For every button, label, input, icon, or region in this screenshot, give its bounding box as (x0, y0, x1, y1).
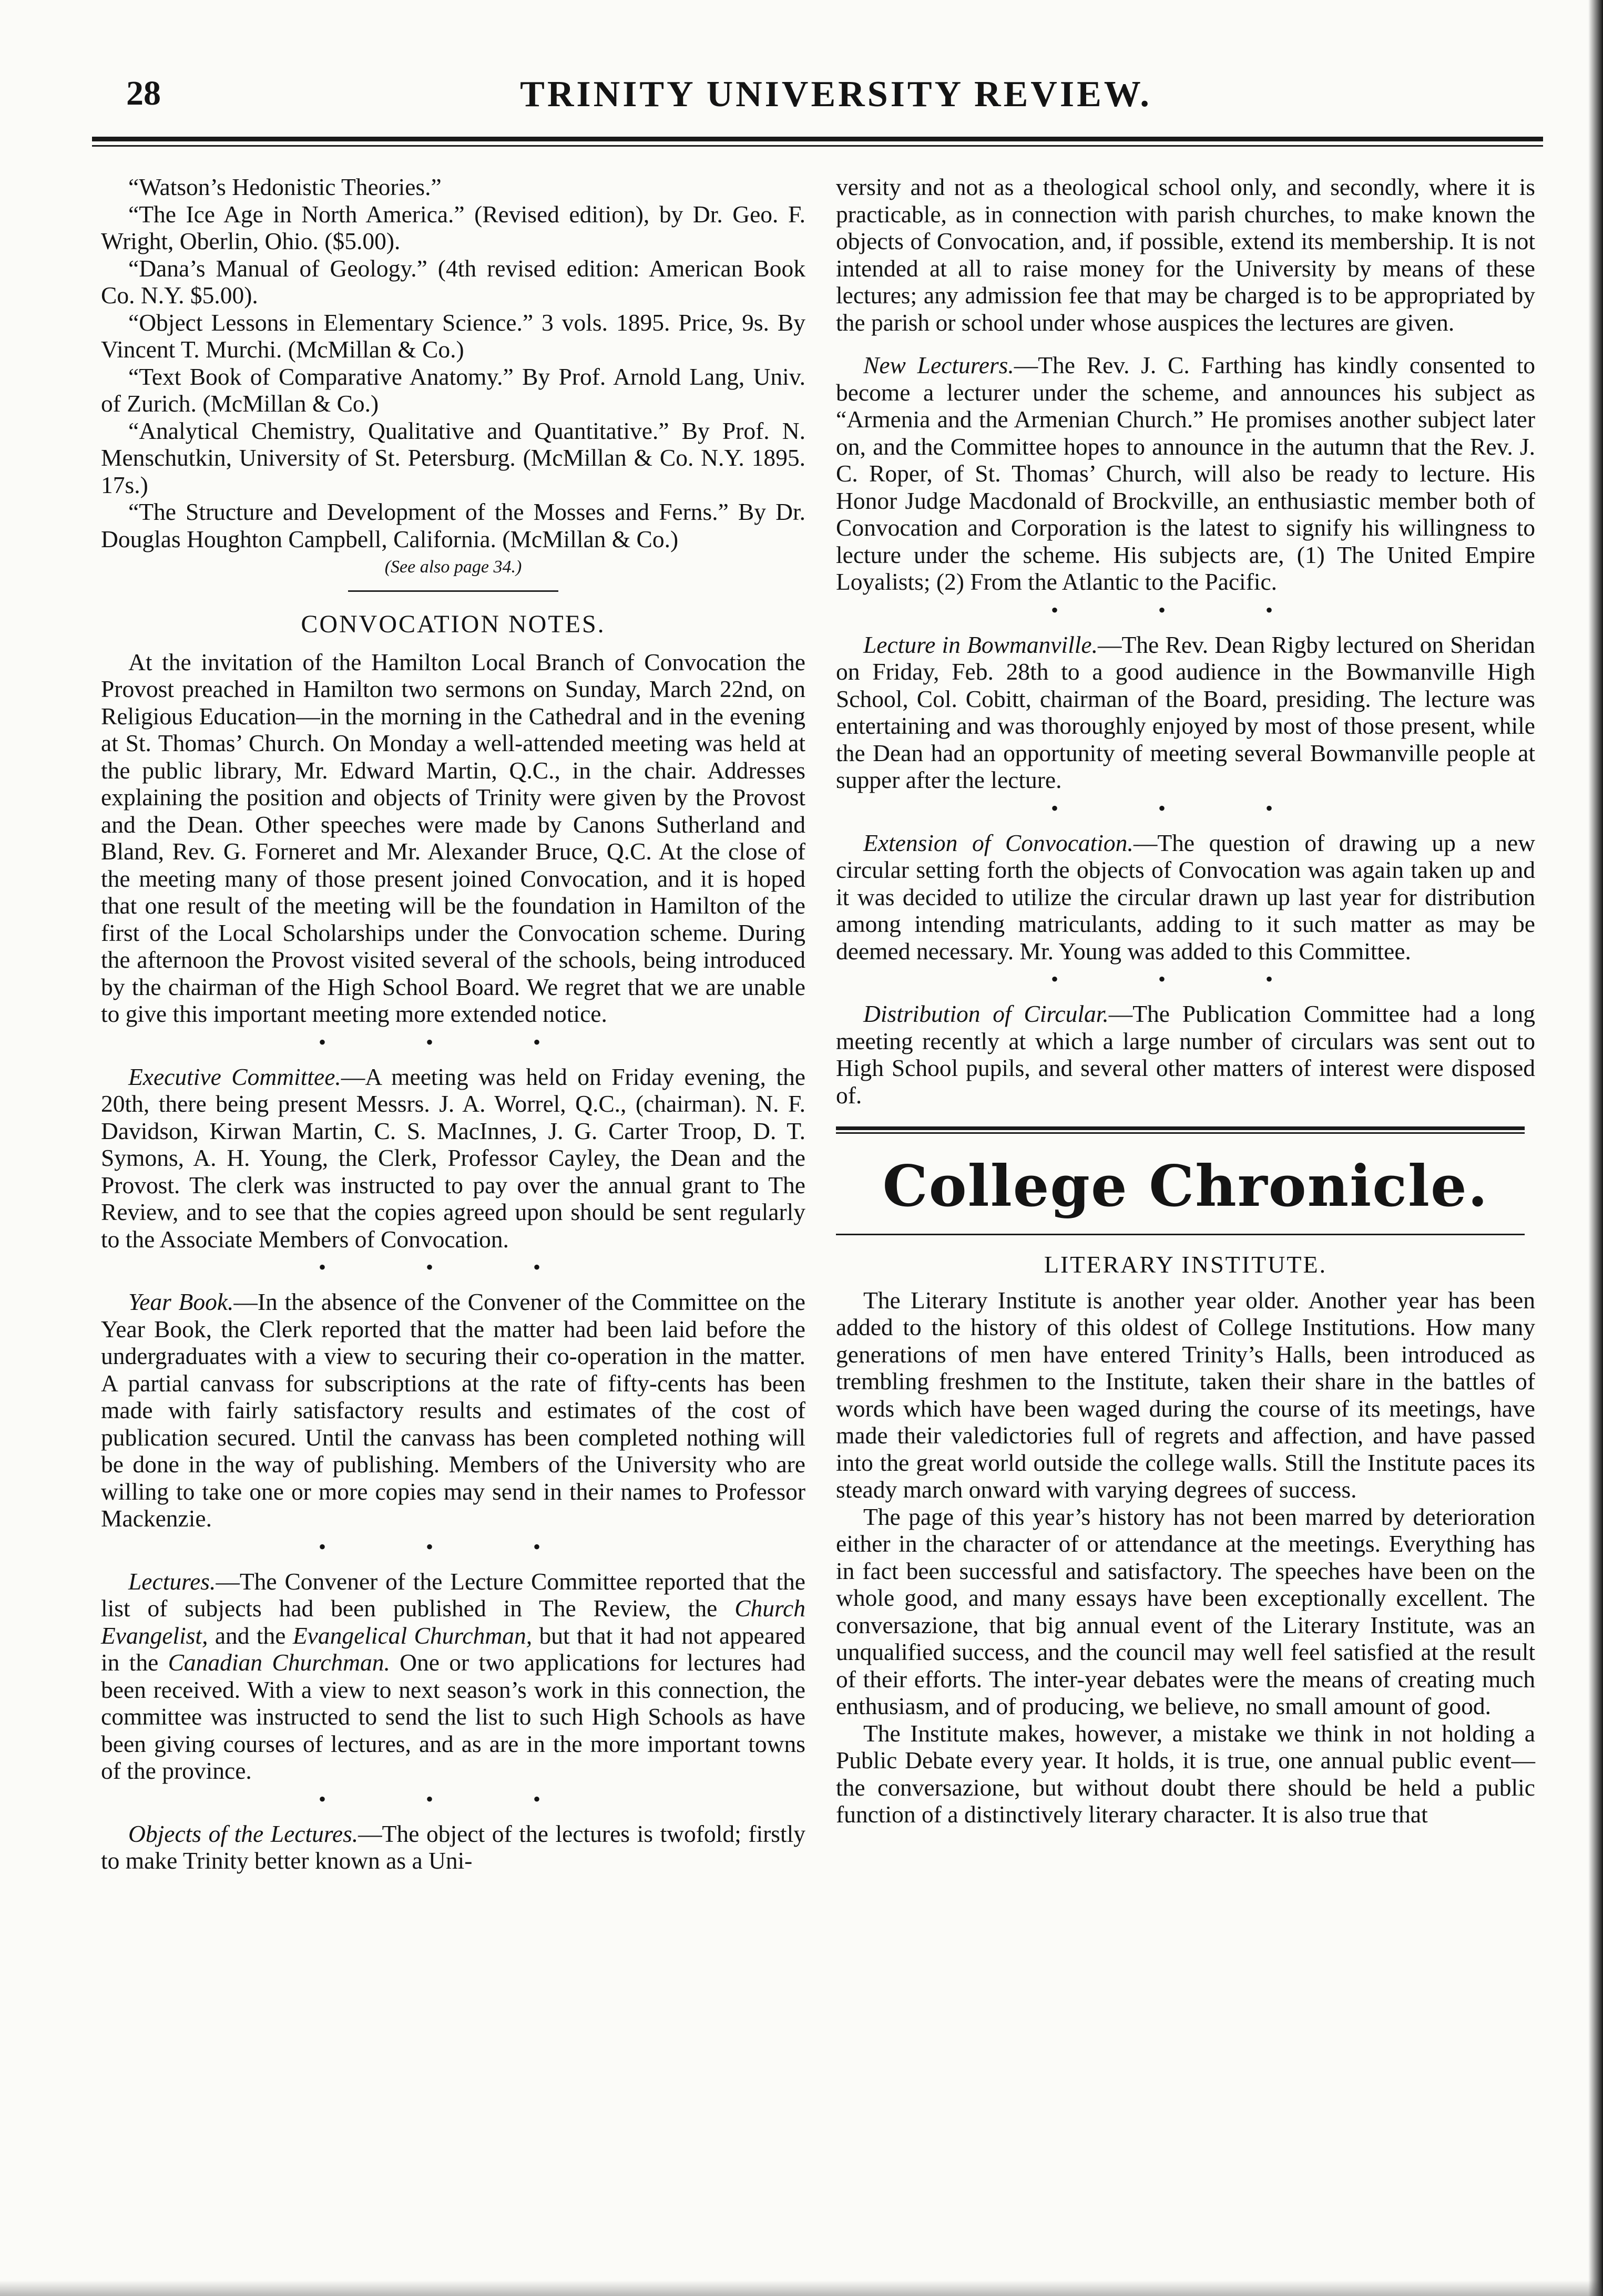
chronicle-rule-bottom (836, 1234, 1525, 1235)
lectures-paragraph (101, 1568, 805, 1785)
literary-institute-heading: LITERARY INSTITUTE. (1044, 1251, 1328, 1278)
book-reference: “Object Lessons in Elementary Science.” 3 vols. 1895. Price, 9s. By Vincent T. Murchi. (McMillan & Co.) (101, 309, 805, 363)
paragraph-text: One or two applications for lectures had been received. With a view to next season’s work in this connection, the committee was instructed to send the list to such High Schools as have been giving courses of lectures, and as are in the more important towns of the province. (101, 1649, 805, 1784)
paragraph-text: —The Rev. Dean Rigby lectured on Sheridan on Friday, Feb. 28th to a good audience in the Bowmanville High School, Col. Cobitt, chairman of the Board, presiding. The lecture was entertaining and was thoroughly enjoyed by most of those present, while the Dean had an opportunity of meeting several Bowmanville people at supper after the lecture. (836, 631, 1535, 793)
page-header (126, 74, 1546, 131)
paragraph-text: —The object of the lectures is twofold; firstly to make Trinity better known as a Uni- (101, 1820, 805, 1874)
literary-paragraph: The Literary Institute is another year older. Another year has been added to the history of this oldest of College Institutions. How many generations of men have entered Trinity’s Halls, been introduced as trembling freshmen to the Institute, taken their share in the battles of words which have been waged during the course of its meetings, have made their valedictories full of regrets and affection, and have passed into the great world outside the college walls. Still the Institute paces its steady march onward with varying degrees of success. (836, 1286, 1535, 1503)
paragraph-text: —The Rev. J. C. Farthing has kindly consented to become a lecturer under the scheme, and announces his subject as “Armenia and the Armenian Church.” He promises another subject later on, and the Committee hopes to announce in the autumn that the Rev. J. C. Roper, of St. Thomas’ Church, will also be ready to lecture. His Honor Judge Macdonald of Brockville, an enthusiastic member both of Convocation and Corporation is the latest to signify his willingness to lecture under the scheme. His subjects are, (1) The United Empire Loyalists; (2) From the Atlantic to the Pacific. (836, 352, 1536, 595)
running-title: TRINITY UNIVERSITY REVIEW. (520, 74, 1152, 115)
right-column (836, 173, 1535, 1828)
left-column (101, 173, 805, 1874)
paragraph-text: —A meeting was held on Friday evening, the 20th, there being present Messrs. J. A. Worrel, Q.C., (chairman). N. F. Davidson, Kirwan Martin, C. S. MacInnes, J. G. Carter Troop, D. T. Symons, A. H. Young, the Clerk, Professor Cayley, the Dean and the Provost. The clerk was instructed to pay over the annual grant to The Review, and to see that the copies agreed upon should be sent regularly to the Associate Members of Convocation. (101, 1063, 805, 1253)
new-lecturers-paragraph (836, 352, 1535, 596)
run-in-heading: Year Book. (128, 1288, 234, 1315)
paragraph-text: —In the absence of the Convener of the Committee on the Year Book, the Clerk reported that the matter had been laid before the undergraduates with a view to securing their co-operation in the matter. A partial canvass for subscriptions at the rate of fifty-cents has been made with fairly satisfactory results and estimates of the cost of publication secured. Until the canvass has been completed nothing will be done in the way of publishing. Members of the University who are willing to take one or more copies may send in their names to Professor Mackenzie. (101, 1288, 805, 1532)
run-in-heading: Lecture in Bowmanville. (863, 631, 1098, 658)
dot-separator: • • • (1050, 796, 1320, 820)
convocation-paragraph: At the invitation of the Hamilton Local Branch of Convocation the Provost preached in Hamilton two sermons on Sunday, March 22nd, on Religious Education—in the morning in the Cathedral and in the evening at St. Thomas’ Church. On Monday a well-attended meeting was held at the public library, Mr. Edward Martin, Q.C., in the chair. Addresses explaining the position and objects of Trinity were given by the Provost and the Dean. Other speeches were made by Canons Sutherland and Bland, Rev. G. Forneret and Mr. Alexander Bruce, Q.C. At the close of the meeting many of those present joined Convocation, and it is hoped that one result of the meeting will be the foundation in Hamilton of the first of the Local Scholarships under the Convocation scheme. During the afternoon the Provost visited several of the schools, being introduced by the chairman of the High School Board. We regret that we are unable to give this important meeting more extended notice. (101, 648, 805, 1027)
book-reference: “Watson’s Hedonistic Theories.” (128, 173, 442, 200)
objects-continuation: versity and not as a theological school only, and secondly, where it is practicable, as in connection with parish churches, to make known the objects of Convocation, and, if possible, extend its membership. It is not intended at all to raise money for the University by means of these lectures; any admission fee that may be charged is to be appropriated by the parish or school under whose auspices the lectures are given. (836, 173, 1535, 336)
college-chronicle-title: College Chronicle. (882, 1153, 1489, 1219)
chronicle-rule-top-thin (836, 1132, 1525, 1134)
run-in-heading: Distribution of Circular. (863, 1000, 1109, 1027)
literary-paragraph: The page of this year’s history has not been marred by deterioration either in the character of or attendance at the meetings. Everything has in fact been successful and satisfactory. The speeches have been on the whole good, and many essays have been exceptionally excellent. The conversazione, that big annual event of the Literary Institute, was an unqualified success, and the council may well feel satisfied at the result of their efforts. The inter-year debates were the means of creating much enthusiasm, and of producing, we believe, no small amount of good. (836, 1503, 1535, 1719)
dot-separator: • • • (1050, 967, 1320, 991)
objects-paragraph (101, 1820, 805, 1874)
paragraph-text: and the (208, 1622, 293, 1649)
dot-separator: • • • (318, 1534, 588, 1559)
run-in-heading: Executive Committee. (128, 1063, 341, 1090)
paragraph-text: —The question of drawing up a new circular setting forth the objects of Convocation was again taken up and it was decided to utilize the circular drawn up last year for distribution among intending matriculants, adding to it such matter as may be deemed necessary. Mr. Young was added to this Committee. (836, 829, 1536, 965)
paragraph-text: but that it had not appeared in the (101, 1622, 805, 1676)
book-reference: “Analytical Chemistry, Qualitative and Quantitative.” By Prof. N. Menschutkin, University of St. Petersburg. (McMillan & Co. N.Y. 1895. 17s.) (101, 417, 805, 498)
book-reference: “Dana’s Manual of Geology.” (4th revised edition: American Book Co. N.Y. $5.00). (101, 254, 805, 309)
book-reference: “The Ice Age in North America.” (Revised edition), by Dr. Geo. F. Wright, Oberlin, Ohio. ($5.00). (101, 200, 805, 254)
dot-separator: • • • (318, 1030, 588, 1054)
convocation-notes-heading: CONVOCATION NOTES. (301, 610, 606, 638)
header-rule-thick (92, 137, 1543, 141)
dot-separator: • • • (1050, 598, 1320, 622)
book-reference: “Text Book of Comparative Anatomy.” By Prof. Arnold Lang, Univ. of Zurich. (McMillan & Co.) (101, 363, 805, 417)
literary-paragraph: The Institute makes, however, a mistake we think in not holding a Public Debate every year. It holds, it is true, one annual public event—the conversazione, but without doubt there should be held a public function of a distinctively literary character. It is also true that (836, 1719, 1535, 1828)
run-in-heading: Lectures. (128, 1567, 216, 1595)
section-divider (348, 590, 558, 592)
paragraph-text: —The Convener of the Lecture Committee reported that the list of subjects had been published in The Review, the (101, 1567, 805, 1622)
dot-separator: • • • (318, 1255, 588, 1279)
page-number: 28 (126, 74, 161, 112)
run-in-heading: Objects of the Lectures. (128, 1820, 359, 1847)
publication-title: Evangelical Churchman, (292, 1622, 533, 1649)
page-bottom-edge (0, 2280, 1603, 2296)
publication-title: Church Evangelist, (101, 1595, 805, 1649)
extension-paragraph (836, 829, 1535, 965)
chronicle-rule-top (836, 1126, 1525, 1130)
bowmanville-paragraph (836, 631, 1535, 794)
dot-separator: • • • (318, 1787, 588, 1811)
run-in-heading: New Lecturers. (863, 352, 1014, 378)
executive-committee-paragraph (101, 1063, 805, 1253)
distribution-paragraph (836, 1000, 1535, 1109)
page-binding-shadow (1588, 0, 1603, 2296)
run-in-heading: Extension of Convocation. (863, 829, 1134, 856)
header-rule-thin (92, 145, 1543, 147)
publication-title: Canadian Churchman. (168, 1649, 390, 1676)
year-book-paragraph (101, 1288, 805, 1532)
paragraph-text: —The Publication Committee had a long meeting recently at which a large number of circulars was sent out to High School pupils, and several other matters of interest were disposed of. (836, 1000, 1535, 1109)
see-also-note: (See also page 34.) (384, 557, 522, 577)
book-reference: “The Structure and Development of the Mosses and Ferns.” By Dr. Douglas Houghton Campbell, California. (McMillan & Co.) (101, 498, 805, 552)
